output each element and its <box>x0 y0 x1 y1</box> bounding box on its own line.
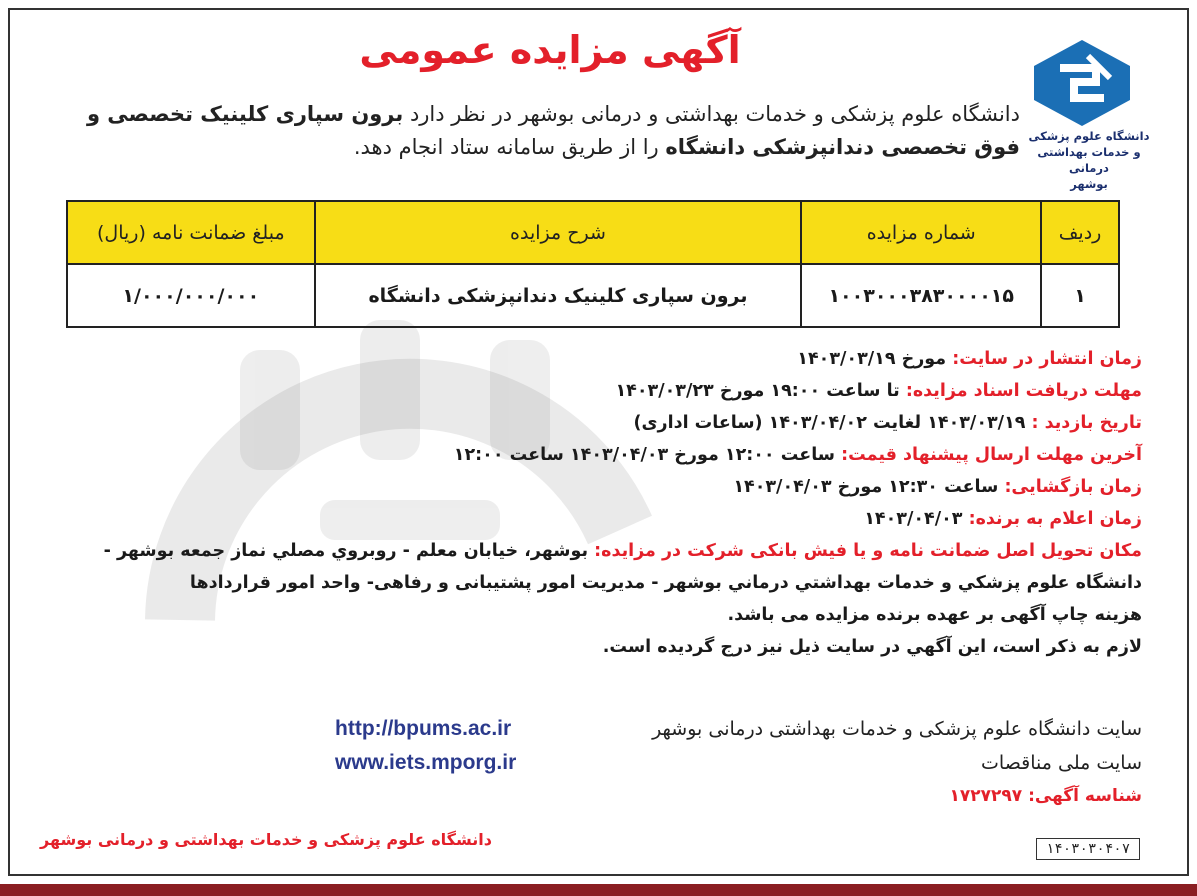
footer-code: ۱۴۰۳۰۳۰۴۰۷ <box>1036 838 1140 860</box>
intro-text: دانشگاه علوم پزشکی و خدمات بهداشتی و درمانی بوشهر در نظر دارد <box>403 102 1020 126</box>
header-cell-description: شرح مزایده <box>315 201 802 264</box>
page-title: آگهی مزایده عمومی <box>359 28 741 72</box>
site-note: لازم به ذکر است، این آگهي در سایت ذیل نیز درج گردیده است. <box>602 637 1142 657</box>
intro-text-end: را از طریق سامانه ستاد انجام دهد. <box>353 135 666 159</box>
cell-guarantee: ۱/۰۰۰/۰۰۰/۰۰۰ <box>67 264 315 327</box>
header-cell-guarantee: مبلغ ضمانت نامه (ریال) <box>67 201 315 264</box>
address-continuation: دانشگاه علوم پزشكي و خدمات بهداشتي درماني بوشهر - مدیریت امور پشتیبانی و رفاهی- واحد امور قراردادها <box>189 573 1142 593</box>
logo-caption-line: و خدمات بهداشتی درمانی <box>1037 145 1141 175</box>
logo-caption-line: دانشگاه علوم پزشکی <box>1028 129 1150 143</box>
university-logo <box>1030 38 1134 128</box>
detail-label: زمان انتشار در سایت: <box>952 349 1142 369</box>
footer-org: دانشگاه علوم پزشکی و خدمات بهداشتی و درمانی بوشهر <box>40 830 492 849</box>
auction-table <box>66 200 1120 328</box>
site-link[interactable]: www.iets.mporg.ir <box>335 751 517 774</box>
table-row <box>67 264 1119 327</box>
detail-row <box>30 535 1142 567</box>
cost-note: هزینه چاپ آگهی بر عهده برنده مزایده می باشد. <box>727 605 1142 625</box>
bottom-bar <box>0 884 1197 896</box>
detail-value: ساعت ۱۲:۰۰ مورخ ۱۴۰۳/۰۴/۰۳ ساعت ۱۲:۰۰ <box>453 445 842 465</box>
cell-number: ۱۰۰۳۰۰۰۳۸۳۰۰۰۰۱۵ <box>801 264 1041 327</box>
detail-value: ۱۴۰۳/۰۳/۱۹ لغایت ۱۴۰۳/۰۴/۰۲ (ساعات اداری) <box>633 413 1032 433</box>
detail-row <box>30 503 1142 535</box>
site-label: سایت ملی مناقصات <box>981 752 1142 774</box>
detail-row <box>30 343 1142 375</box>
detail-row <box>30 407 1142 439</box>
intro-paragraph <box>40 98 1020 164</box>
intro-bold: برون سپاری کلینیک تخصصی و فوق تخصصی دندانپزشکی دانشگاه <box>86 102 1020 159</box>
cell-description: برون سپاری کلینیک دندانپزشکی دانشگاه <box>315 264 802 327</box>
logo-caption <box>1016 128 1162 192</box>
detail-value: ۱۴۰۳/۰۴/۰۳ <box>864 509 969 529</box>
detail-label: آخرین مهلت ارسال پیشنهاد قیمت: <box>841 445 1142 465</box>
ad-id <box>30 780 1142 812</box>
site-link[interactable]: http://bpums.ac.ir <box>335 717 512 740</box>
detail-row <box>30 439 1142 471</box>
detail-value: بوشهر، خیابان معلم - روبروي مصلي نماز جمعه بوشهر - <box>103 541 595 561</box>
sites-block <box>30 712 1142 812</box>
detail-value: ساعت ۱۲:۳۰ مورخ ۱۴۰۳/۰۴/۰۳ <box>733 477 1005 497</box>
detail-label: تاریخ بازدید : <box>1031 413 1142 433</box>
site-line <box>30 712 1142 746</box>
detail-value: تا ساعت ۱۹:۰۰ مورخ ۱۴۰۳/۰۳/۲۳ <box>615 381 906 401</box>
cell-row: ۱ <box>1041 264 1119 327</box>
site-line <box>30 746 1142 780</box>
logo-caption-line: بوشهر <box>1070 177 1108 191</box>
site-label: سایت دانشگاه علوم پزشکی و خدمات بهداشتی درمانی بوشهر <box>652 718 1142 740</box>
detail-label: مکان تحویل اصل ضمانت نامه و یا فیش بانکی شرکت در مزایده: <box>594 541 1142 561</box>
table-header-row <box>67 201 1119 264</box>
detail-label: زمان اعلام به برنده: <box>968 509 1142 529</box>
ad-id-label: شناسه آگهی: <box>1028 786 1142 806</box>
detail-row <box>30 471 1142 503</box>
ad-id-value: ۱۷۲۷۲۹۷ <box>949 786 1029 806</box>
detail-row <box>30 375 1142 407</box>
header-cell-row: ردیف <box>1041 201 1119 264</box>
header-cell-number: شماره مزایده <box>801 201 1041 264</box>
details-block <box>30 343 1142 663</box>
detail-value: مورخ ۱۴۰۳/۰۳/۱۹ <box>797 349 953 369</box>
detail-label: زمان بازگشایی: <box>1004 477 1142 497</box>
detail-label: مهلت دریافت اسناد مزایده: <box>905 381 1142 401</box>
